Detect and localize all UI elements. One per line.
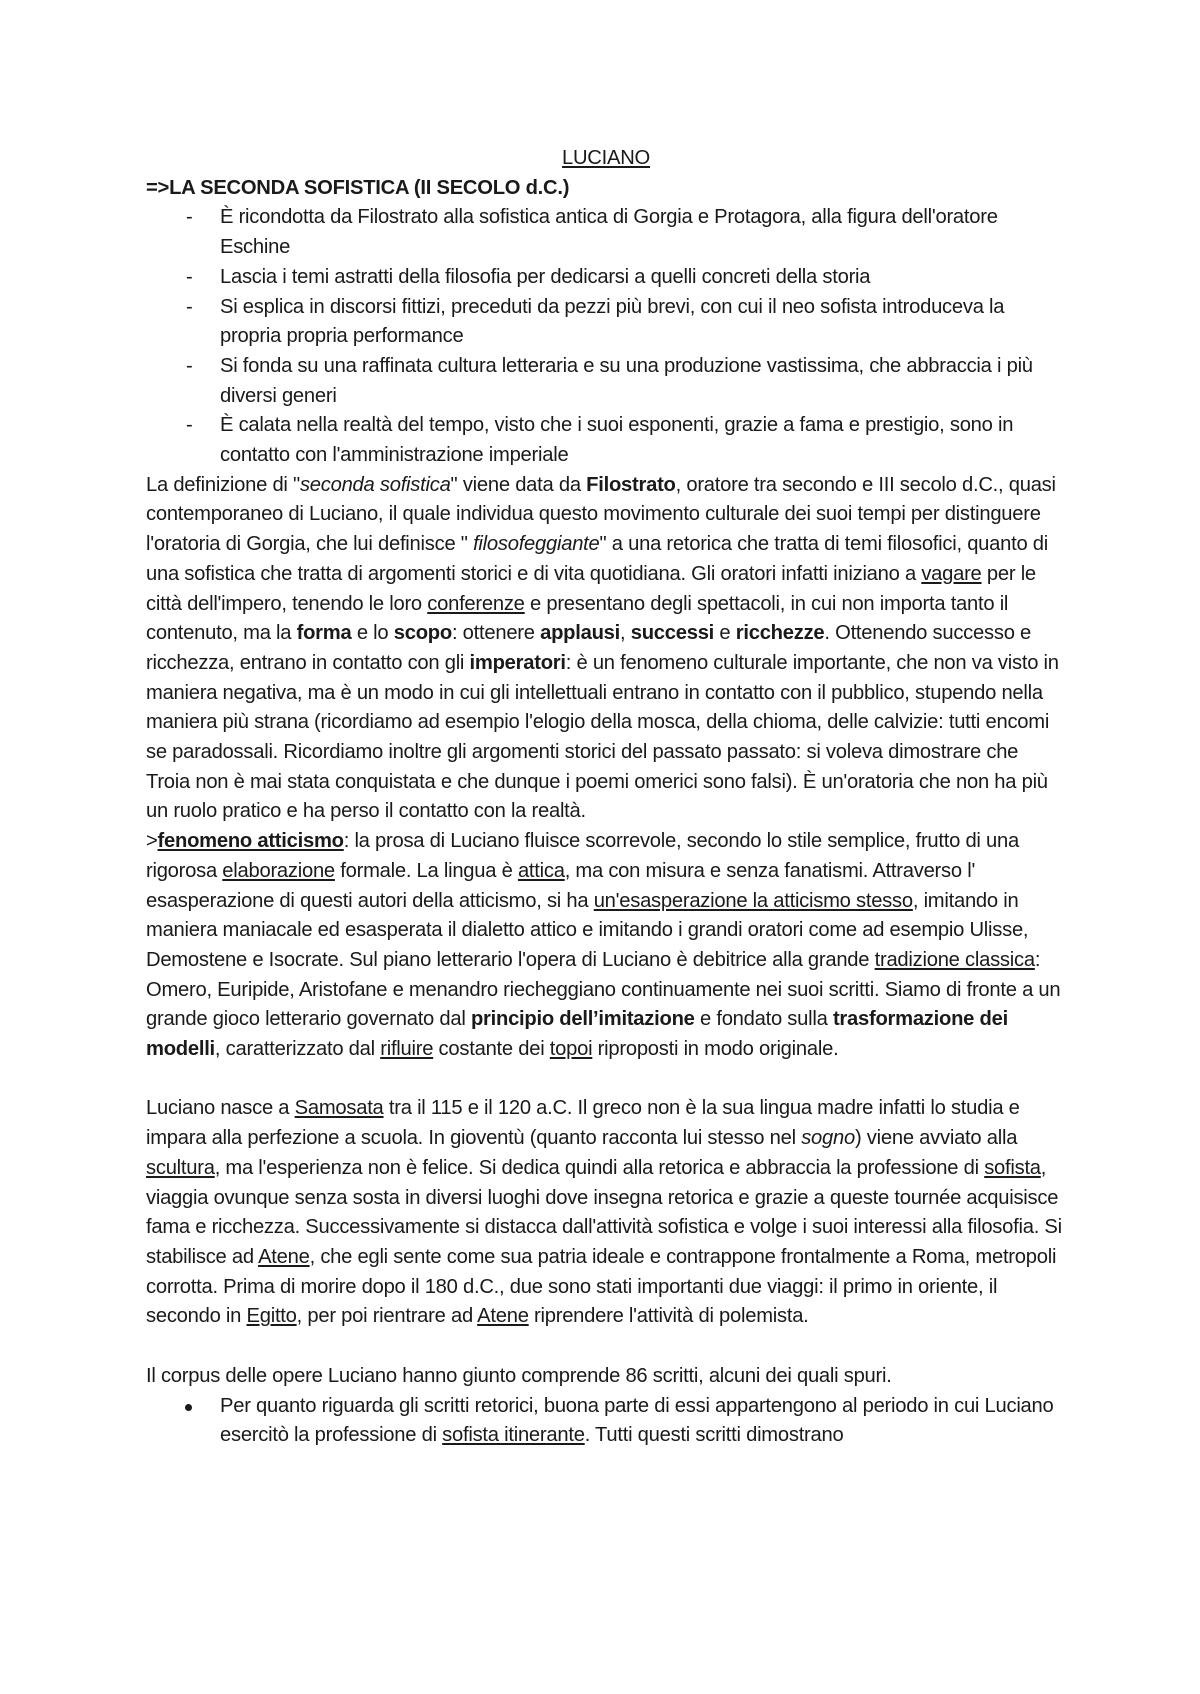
- text: e lo: [351, 622, 394, 645]
- underlined-text: scultura: [146, 1156, 215, 1179]
- bold-text: successi: [630, 622, 715, 645]
- underlined-text: Atene: [477, 1305, 529, 1328]
- bold-text: trasformazione dei modelli: [146, 1008, 1008, 1061]
- underlined-text: tradizione classica: [874, 948, 1035, 971]
- text: ) viene avviato alla: [854, 1127, 1018, 1150]
- dash-list: [146, 203, 1066, 470]
- bold-text: imperatori: [469, 651, 566, 674]
- paragraph-seconda-sofistica: [146, 471, 1066, 827]
- document-title: LUCIANO: [562, 147, 650, 169]
- text: , oratore tra secondo e III secolo d.C., quasi contemporaneo di Luciano, il quale individua questo movimento culturale dei suoi tempi per distinguere l'oratoria di Gorgia, che lui definisce ": [146, 473, 1056, 556]
- underlined-text: Atene: [258, 1246, 310, 1268]
- text: costante dei: [433, 1038, 550, 1061]
- list-item: - Si fonda su una raffinata cultura letteraria e su una produzione vastissima, che abbraccia i più diversi generi: [146, 352, 1066, 411]
- italic-text: sogno: [801, 1127, 855, 1150]
- text: , che egli sente come sua patria ideale e contrappone frontalmente a Roma, metropoli corrotta. Prima di morire dopo il 180 d.C., due sono stati importanti due viaggi: il primo in oriente, il secondo in: [146, 1246, 1057, 1328]
- text: , ma con misura e senza fanatismi. Attraverso l' esasperazione di questi autori della atticismo, si ha: [146, 859, 976, 912]
- paragraph-corpus: Il corpus delle opere Luciano hanno giunto comprende 86 scritti, alcuni dei quali spuri.: [146, 1364, 892, 1387]
- text: riprendere l'attività di polemista.: [528, 1305, 809, 1328]
- underlined-text: Egitto: [246, 1305, 297, 1328]
- text: , viaggia ovunque senza sosta in diversi luoghi dove insegna retorica e grazie a queste tournée acquisisce fama e ricchezza. Successivamente si distacca dall'attività sofistica e volge i suoi interessi alla filosofia. Si stabilisce ad: [146, 1156, 1062, 1268]
- italic-text: filosofeggiante: [473, 533, 600, 556]
- section-heading: =>LA SECONDA SOFISTICA (II SECOLO d.C.): [146, 176, 570, 199]
- list-item: - Lascia i temi astratti della filosofia per dedicarsi a quelli concreti della storia: [146, 263, 1066, 293]
- underlined-text: Samosata: [294, 1097, 384, 1120]
- bold-text: scopo: [393, 622, 452, 645]
- underlined-text: attica: [517, 859, 565, 882]
- text: : la prosa di Luciano fluisce scorrevole, secondo lo stile semplice, frutto di una rigorosa: [146, 830, 1019, 882]
- text: e presentano degli spettacoli, in cui non importa tanto il contenuto, ma la: [146, 592, 1009, 645]
- text: " viene data da: [450, 473, 587, 496]
- underlined-text: sofista itinerante: [442, 1424, 585, 1447]
- underlined-text: topoi: [549, 1038, 593, 1061]
- list-item: - Si esplica in discorsi fittizi, preceduti da pezzi più brevi, con cui il neo sofista introduceva la propria propria performance: [146, 293, 1066, 352]
- bold-text: ricchezze: [735, 622, 825, 645]
- text: La definizione di ": [146, 473, 300, 496]
- text: . Ottenendo successo e ricchezza, entrano in contatto con gli: [146, 622, 1032, 674]
- bold-text: principio dell’imitazione: [470, 1008, 695, 1031]
- text: , imitando in maniera maniacale ed esasperata il dialetto attico e imitando i grandi oratori come ad esempio Ulisse, Demostene e Isocrate. Sul piano letterario l'opera di Luciano è debitrice alla grande: [146, 889, 1029, 971]
- italic-text: seconda sofistica: [299, 473, 451, 496]
- text: : è un fenomeno culturale importante, che non va visto in maniera negativa, ma è un modo in cui gli intellettuali entrano in contatto con il pubblico, stupendo nella maniera più strana (ricordiamo ad esempio l'elogio della mosca, della chioma, delle calvizie: tutti encomi se paradossali. Ricordiamo inoltre gli argomenti storici del passato passato: si voleva dimostrare che Troia non è mai stata conquistata e che dunque i poemi omerici sono falsi). È un'oratoria che non ha più un ruolo pratico e ha perso il contatto con la realtà.: [146, 651, 1059, 823]
- text: riproposti in modo originale.: [592, 1038, 839, 1061]
- document-page: [146, 144, 1066, 1451]
- text: " a una retorica che tratta di temi filosofici, quanto di una sofistica che tratta di argomenti storici e di vita quotidiana. Gli oratori infatti iniziano a: [146, 533, 1049, 585]
- underlined-text: un'esasperazione la atticismo stesso: [593, 889, 913, 912]
- underlined-text: sofista: [984, 1156, 1041, 1179]
- text: >: [146, 830, 158, 853]
- list-item: [146, 1392, 1066, 1451]
- bold-text: Filostrato: [586, 473, 676, 496]
- text: formale. La lingua è: [334, 859, 518, 882]
- text: , caratterizzato dal: [214, 1038, 381, 1061]
- text: Per quanto riguarda gli scritti retorici, buona parte di essi appartengono al periodo in cui Luciano esercitò la professione di: [220, 1394, 1054, 1447]
- text: per le città dell'impero, tenendo le loro: [146, 562, 1036, 615]
- paragraph-gap: [146, 1332, 1066, 1362]
- text: e fondato sulla: [694, 1008, 833, 1031]
- text: tra il 115 e il 120 a.C. Il greco non è la sua lingua madre infatti lo studia e impara alla perfezione a scuola. In gioventù (quanto racconta lui stesso nel: [146, 1097, 1020, 1150]
- underlined-text: vagare: [921, 562, 982, 585]
- text: : Omero, Euripide, Aristofane e menandro riecheggiano continuamente nei suoi scritti. Siamo di fronte a un grande gioco letterario governato dal: [146, 948, 1061, 1031]
- paragraph-atticismo: [146, 827, 1066, 1065]
- bold-text: applausi: [540, 622, 621, 645]
- paragraph-biografia: [146, 1094, 1066, 1332]
- list-item: - È ricondotta da Filostrato alla sofistica antica di Gorgia e Protagora, alla figura dell'oratore Eschine: [146, 203, 1066, 262]
- text: : ottenere: [451, 622, 541, 645]
- paragraph-gap: [146, 1065, 1066, 1095]
- underlined-text: rifluire: [380, 1038, 434, 1061]
- text: ,: [620, 622, 631, 645]
- bold-text: forma: [296, 622, 352, 645]
- text: e: [714, 622, 736, 645]
- text: Luciano nasce a: [146, 1097, 295, 1120]
- bullet-list: [146, 1392, 1066, 1451]
- text: . Tutti questi scritti dimostrano: [584, 1424, 844, 1447]
- text: , ma l'esperienza non è felice. Si dedica quindi alla retorica e abbraccia la professione di: [214, 1156, 985, 1179]
- list-item: - È calata nella realtà del tempo, visto che i suoi esponenti, grazie a fama e prestigio, sono in contatto con l'amministrazione imperiale: [146, 411, 1066, 470]
- underlined-text: elaborazione: [222, 859, 335, 882]
- bold-underlined-text: fenomeno atticismo: [157, 830, 344, 853]
- text: , per poi rientrare ad: [296, 1305, 478, 1328]
- underlined-text: conferenze: [427, 592, 525, 615]
